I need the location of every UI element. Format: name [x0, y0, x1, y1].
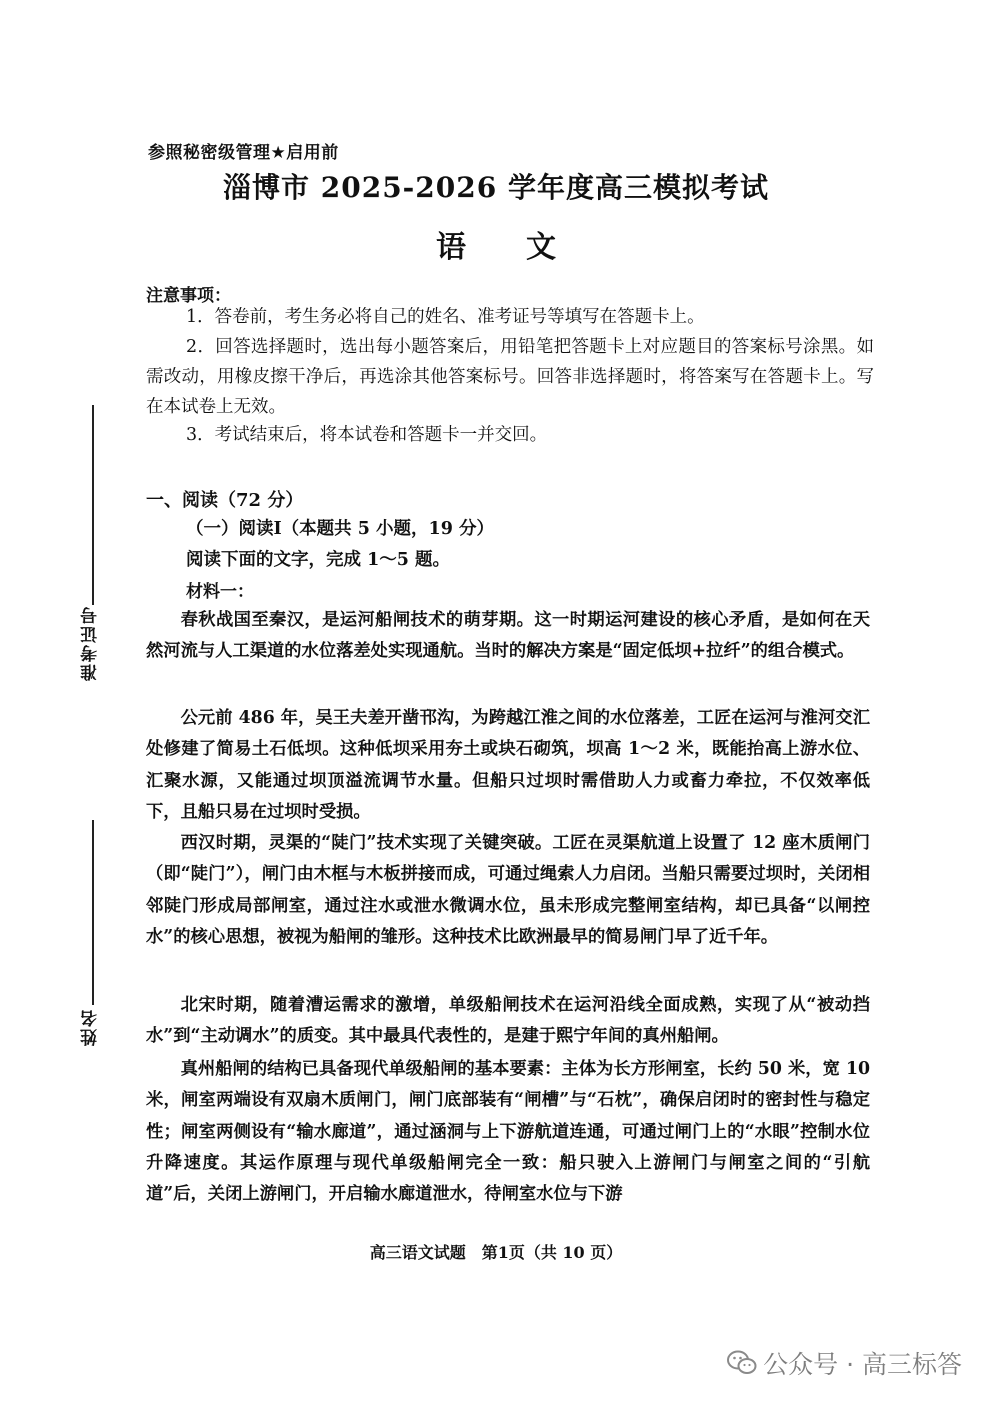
notice-item-2: 2．回答选择题时，选出每小题答案后，用铅笔把答题卡上对应题目的答案标号涂黑。如需改动，用橡皮擦干净后，再选涂其他答案标号。回答非选择题时，将答案写在答题卡上。写在本试卷上无效。	[146, 337, 874, 417]
exam-number-line	[92, 405, 94, 605]
confidentiality-label: 参照秘密级管理★启用前	[148, 143, 339, 163]
paragraph-5: 真州船闸的结构已具备现代单级船闸的基本要素：主体为长方形闸室，长约 50 米，宽 10 米，闸室两端设有双扇木质闸门，闸门底部装有“闸槽”与“石枕”，确保启闭时的密封性与稳定性；闸室两侧设有“输水廊道”，通过涵洞与上下游航道连通，可通过闸门上的“水眼”控制水位升降速度。其运作原理与现代单级船闸完全一致：船只驶入上游闸门与闸室之间的“引航道”后，关闭上游闸门，开启输水廊道泄水，待闸室水位与下游	[146, 1059, 870, 1205]
exam-number-label: 准考证号	[81, 605, 101, 681]
page-footer: 高三语文试题 第1页（共 10 页）	[369, 1243, 623, 1262]
notice-item-1: 1．答卷前，考生务必将自己的姓名、准考证号等填写在答题卡上。	[186, 307, 705, 327]
paragraph-3: 西汉时期，灵渠的“陡门”技术实现了关键突破。工匠在灵渠航道上设置了 12 座木质闸门（即“陡门”），闸门由木框与木板拼接而成，可通过绳索人力启闭。当船只需要过坝时，关闭相邻陡门形成局部闸室，通过注水或泄水微调水位，虽未形成完整闸室结构，却已具备“以闸控水”的核心思想，被视为船闸的雏形。这种技术比欧洲最早的简易闸门早了近千年。	[146, 833, 870, 947]
name-label: 姓名	[81, 1008, 101, 1046]
subject-title: 语文	[436, 230, 616, 265]
material-label: 材料一：	[186, 582, 254, 602]
paragraph-4: 北宋时期，随着漕运需求的激增，单级船闸技术在运河沿线全面成熟，实现了从“被动挡水”到“主动调水”的质变。其中最具代表性的，是建于熙宁年间的真州船闸。	[146, 995, 870, 1047]
watermark-text: 公众号 · 高三标答	[763, 1350, 962, 1379]
exam-title: 淄博市 2025-2026 学年度高三模拟考试	[223, 171, 769, 204]
watermark	[727, 1345, 962, 1381]
wechat-icon	[727, 1350, 757, 1376]
paragraph-1: 春秋战国至秦汉，是运河船闸技术的萌芽期。这一时期运河建设的核心矛盾，是如何在天然河流与人工渠道的水位落差处实现通航。当时的解决方案是“固定低坝+拉纤”的组合模式。	[146, 610, 870, 662]
name-line	[92, 820, 94, 1005]
paragraph-2: 公元前 486 年，吴王夫差开凿邗沟，为跨越江淮之间的水位落差，工匠在运河与淮河交汇处修建了简易土石低坝。这种低坝采用夯土或块石砌筑，坝高 1～2 米，既能抬高上游水位、汇聚水源，又能通过坝顶溢流调节水量。但船只过坝时需借助人力或畜力牵拉，不仅效率低下，且船只易在过坝时受损。	[146, 708, 870, 822]
subsection-heading: （一）阅读Ⅰ（本题共 5 小题，19 分）	[186, 519, 494, 539]
notice-heading: 注意事项：	[146, 286, 231, 306]
instruction-text: 阅读下面的文字，完成 1～5 题。	[186, 550, 451, 570]
section-heading: 一、阅读（72 分）	[146, 490, 304, 511]
notice-item-3: 3．考试结束后，将本试卷和答题卡一并交回。	[186, 425, 548, 445]
